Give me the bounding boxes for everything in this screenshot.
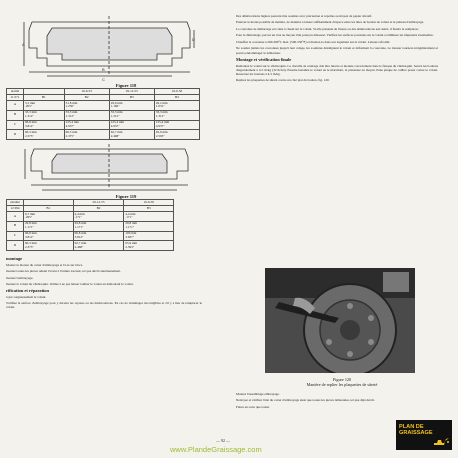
paragraph: Chauffez la couronne à 260-290°C max. (500-550°F) et montez-la dans son logement sur le volant. Laissez refroidir. <box>236 39 391 44</box>
table2-date: 16-6-56 <box>124 200 174 206</box>
paragraph: montez le volant du vilebrequin. Veillez à ne pas laisser tomber le volant en démontant le volant. <box>6 282 134 287</box>
table-cell: 29,8 mm 1.171" <box>73 221 124 231</box>
table-cell: 60,3 mm 2.375" <box>24 130 65 140</box>
figure-118 <box>22 14 230 88</box>
table-row <box>7 130 200 140</box>
flywheel-section-drawing-119 <box>22 143 197 193</box>
figure-120-caption-block <box>252 376 432 387</box>
table2-col: B2 <box>73 206 124 212</box>
table-cell: 33,3 mm 1.312" <box>154 110 199 120</box>
paragraph: montez toutes les pièces reliant l'avant à l'arrière tracteur, tel que décrit antérieurement. <box>6 269 121 274</box>
figure-120-photo <box>265 268 415 373</box>
row-label: C <box>7 120 24 130</box>
left-column <box>6 14 230 312</box>
paragraph: Nettoyez et vérifiez l'état du carter d'embrayage ainsi que toutes les pièces démontées, tel que déjà décrit. <box>236 398 375 403</box>
plan-de-graissage-logo <box>396 420 452 450</box>
paragraph: Enlevez le moins possible de matière, de manière à laisser suffisamment d'espace entre les têtes de boulon de volant et le plateau d'embrayage. <box>236 20 425 25</box>
table-cell: 6,7 mm .265" <box>24 212 74 222</box>
table1-header-row2: 11 071 <box>7 94 24 100</box>
table-cell: 29,8 mm 1.171" <box>124 221 174 231</box>
figure-120-caption: Figure 120 Manière de replier les plaquettes de sûreté <box>306 377 378 387</box>
table-cell: 65,9 mm 2.593" <box>154 130 199 140</box>
right-column <box>236 14 438 85</box>
figure-119-caption: Figure 119 <box>115 194 137 200</box>
logo-text <box>399 424 433 436</box>
svg-text:A: A <box>22 42 25 47</box>
table-cell: 96,8 mm 3.812" <box>24 231 74 241</box>
row-label: A <box>7 212 24 222</box>
table-cell: 125,4 mm 4.937" <box>154 120 199 130</box>
table-cell: 4,4 mm .171" <box>124 212 174 222</box>
paragraph: toyer soigneusement le volant. <box>6 294 47 299</box>
figure-118-caption: Figure 118 <box>115 83 137 88</box>
logo-line-1: PLAN DE <box>399 424 424 430</box>
table-cell: 60,3 mm 2.375" <box>24 241 74 251</box>
svg-text:B: B <box>102 67 105 72</box>
logo-line-2: GRAISSAGE <box>399 430 433 437</box>
table2-date: 29-12-55 <box>73 200 124 206</box>
table-cell: 31,8 mm 1.250" <box>64 100 109 110</box>
paragraph: Repliez les plaquettes de sûreté contre un côté plat du boulon, fig. 120. <box>236 78 330 83</box>
table-cell: 62,7 mm 2.468" <box>73 241 124 251</box>
oil-can-icon <box>432 433 450 447</box>
table-cell: 65,9 mm 2.593" <box>124 241 174 251</box>
paragraph: Remontez le volant sur le vilebrequin. La cheville de centrage doit être intacte et montée correctement dans le flasque du vilebrequin. Serrez les boulons diagonalement à 4-5 m/kg (32 lb/fel). Ensuite installez le volant en le martelant, le présentez au moyen d'une plaque de calibre posée contre le volant. Resserrez les boulons à 4-5 m/kg. <box>236 63 438 76</box>
table1-date: 29-12-55 <box>109 89 154 95</box>
table1-col: B2 <box>64 94 109 100</box>
table-row <box>7 231 174 241</box>
table1-date: 16-6-53 <box>64 89 109 95</box>
page-number: — 92 — <box>216 438 230 443</box>
table-cell: 96,8 mm 3.812" <box>24 120 65 130</box>
left-text-block <box>6 257 202 309</box>
paragraph: La couronne de démarrage est calée à chaud sur le volant. Si elle présente de l'usure ou des détériorations aux dents, il faudra la remplacer. <box>236 26 419 31</box>
paragraph: Ne soudez jamais les couronnes jusqu'à leur calage, les soudures désalignent le volant et déforment la couronne. Le moteur tournera irrégulièrement et pourra endommager le démarreur. <box>236 46 438 55</box>
paragraph: Montez l'assemblage embrayage. <box>236 392 280 396</box>
paragraph: Faites en sorte que toutes <box>236 404 270 409</box>
table-cell: 4,4 mm .171" <box>73 212 124 222</box>
row-label: B <box>7 221 24 231</box>
table-cell: 33,3 mm 1.312" <box>64 110 109 120</box>
row-label: A <box>7 100 24 110</box>
table2-col: B1 <box>24 206 74 212</box>
table-cell: 96,8 mm 3.812" <box>73 231 124 241</box>
spec-table-1 <box>6 88 200 140</box>
table1-col: B1 <box>24 94 65 100</box>
table-cell: 60,3 mm 2.375" <box>64 130 109 140</box>
table-cell: 26,2 mm 1.031" <box>154 100 199 110</box>
paragraph: Pour le démontage, percez un trou au moyen d'un poinçon émoussé. Vérifiez les surfaces portantes sur le volant et éliminez les impuretés éventuelles. <box>236 33 434 38</box>
right-bottom-text <box>236 392 396 411</box>
paragraph: Des détériorations légères peuvent être soudées avec précaution et repolies au moyen de papier abrasif. <box>236 14 372 18</box>
table-cell: 125,4 mm 4.937" <box>109 120 154 130</box>
table1-col: B3 <box>109 94 154 100</box>
table-cell: 100 mm 3.937" <box>124 231 174 241</box>
section-heading-verification: rification et réparation <box>6 287 49 293</box>
row-label: D <box>7 241 24 251</box>
table1-col: B4 <box>154 94 199 100</box>
section-heading-montage: Montage et vérification finale <box>236 57 292 62</box>
section-heading-demontage: montage <box>6 256 23 262</box>
figure-119 <box>22 143 230 199</box>
table1-header-prefix: ntalité <box>7 89 24 95</box>
table-row <box>7 212 174 222</box>
paragraph: Vérifiez la surface d'embrayage pour y déceler les rayures ou les détériorations. En cas de dommages incorrigibles et s'il y a lieu de remplacer le volant. <box>6 301 202 310</box>
svg-text:C: C <box>102 77 105 82</box>
table-cell: 33,3 mm 1.312" <box>24 110 65 120</box>
table2-header-row2: 12 994 <box>7 206 24 212</box>
table2-col: B3 <box>124 206 174 212</box>
flywheel-section-drawing-118 <box>22 14 197 82</box>
paragraph: montez l'embrayage. <box>6 275 34 280</box>
table-cell: 29,8 mm 1.171" <box>24 221 74 231</box>
table-cell: 5,2 mm .205" <box>24 100 65 110</box>
flywheel-photo-illustration <box>265 268 415 373</box>
table-cell: 125,4 mm 4.937" <box>64 120 109 130</box>
paragraph: Monter le moteur du carter d'embrayage et l'e-le sur blocs. <box>6 262 83 267</box>
svg-text:D: D <box>192 37 195 42</box>
table-row <box>7 221 174 231</box>
table-row <box>7 110 200 120</box>
table1-date: 16-6-56 <box>154 89 199 95</box>
watermark-url: www.PlandeGraissage.com <box>170 445 262 454</box>
table-row <box>7 241 174 251</box>
row-label: B <box>7 110 24 120</box>
table-cell: 29,6 mm 1.166" <box>109 100 154 110</box>
table-cell: 33,3 mm 1.312" <box>109 110 154 120</box>
table-row <box>7 120 200 130</box>
row-label: C <box>7 231 24 241</box>
table-row <box>7 100 200 110</box>
table-cell: 62,7 mm 2.468" <box>109 130 154 140</box>
spec-table-2 <box>6 199 174 251</box>
row-label: D <box>7 130 24 140</box>
table2-header-prefix: entalité <box>7 200 24 206</box>
